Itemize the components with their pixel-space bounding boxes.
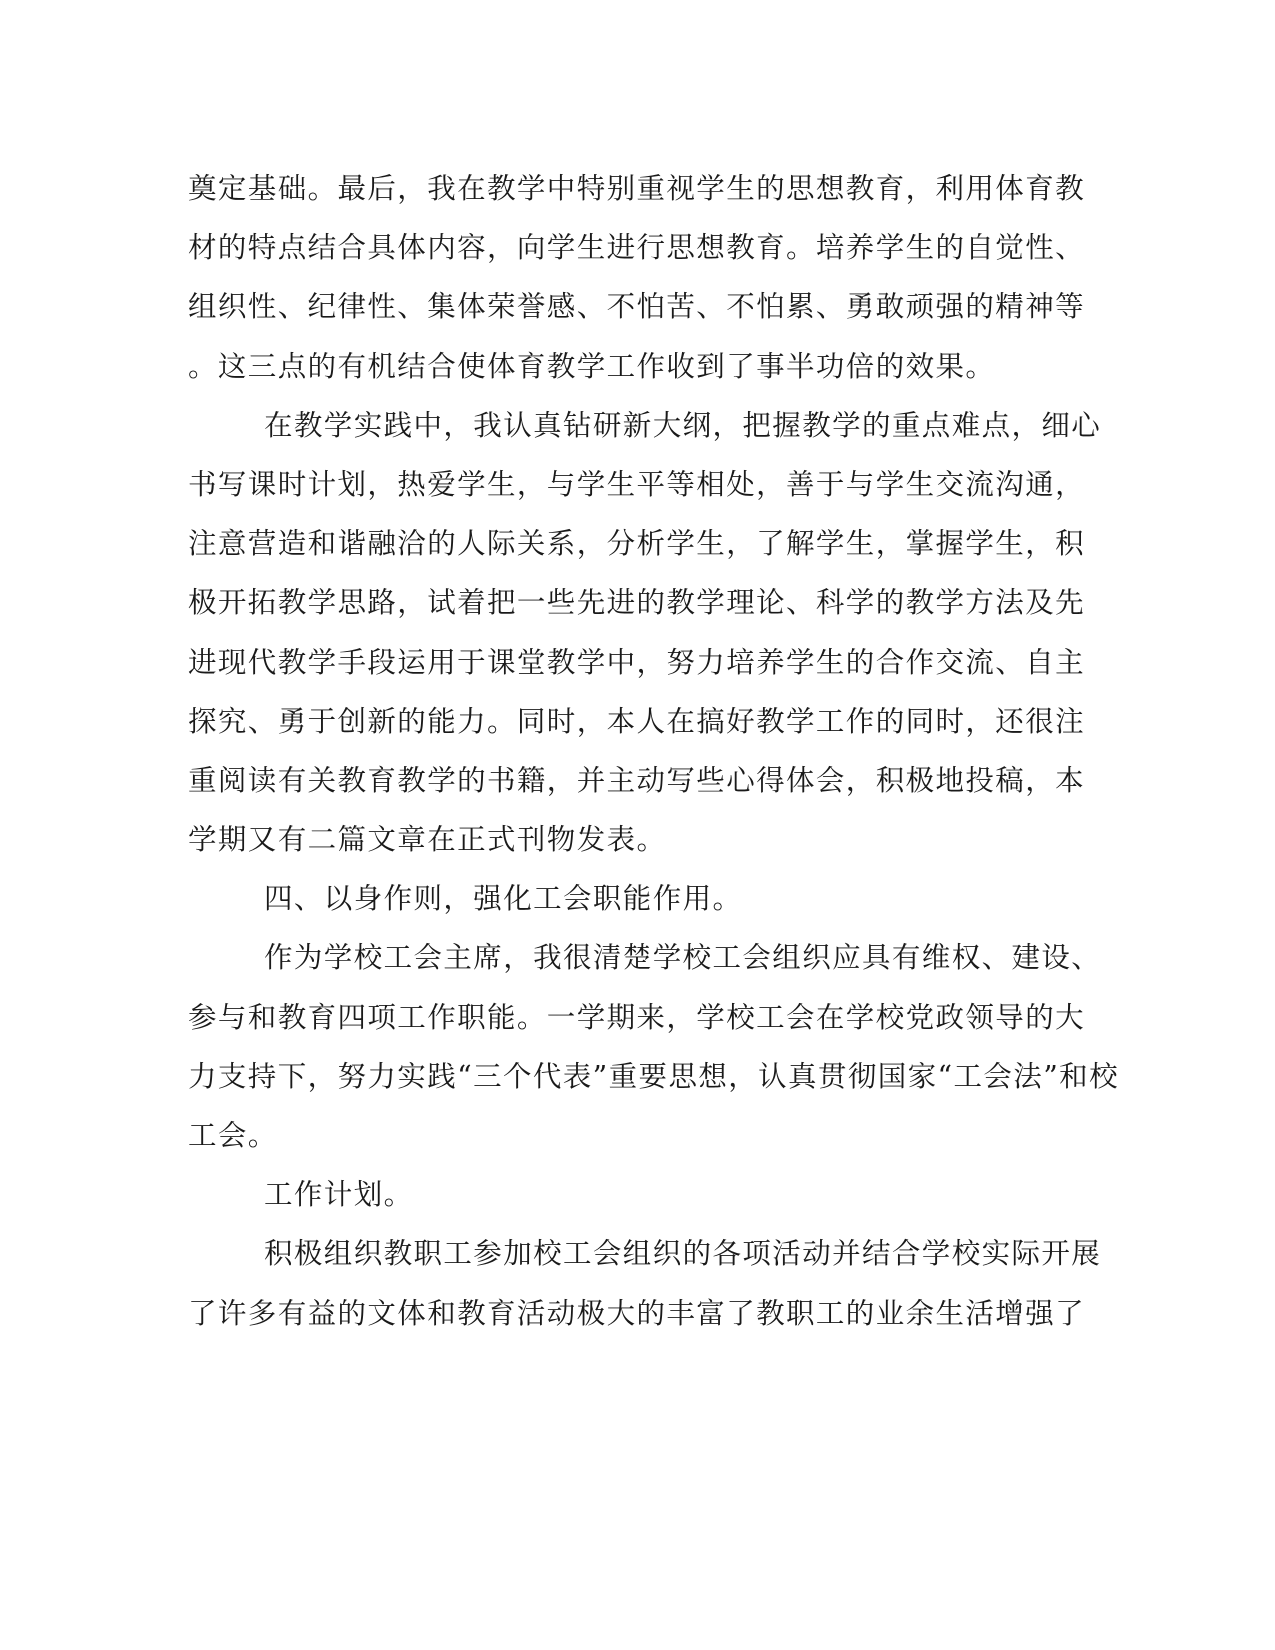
body-text [188, 159, 1119, 1343]
text-line: 组织性、纪律性、集体荣誉感、不怕苦、不怕累、勇敢顽强的精神等 [188, 290, 1086, 324]
text-line: 进现代教学手段运用于课堂教学中，努力培养学生的合作交流、自主 [188, 645, 1086, 679]
paragraph-first-line: 工作计划。 [264, 1178, 414, 1212]
text-line: 。这三点的有机结合使体育教学工作收到了事半功倍的效果。 [188, 349, 996, 383]
text-line: 了许多有益的文体和教育活动极大的丰富了教职工的业余生活增强了 [188, 1296, 1086, 1330]
text-line: 重阅读有关教育教学的书籍，并主动写些心得体会，积极地投稿，本 [188, 763, 1086, 797]
text-line: 材的特点结合具体内容，向学生进行思想教育。培养学生的自觉性、 [188, 231, 1086, 265]
text-line: 奠定基础。最后，我在教学中特别重视学生的思想教育，利用体育教 [188, 172, 1086, 205]
text-line: 探究、勇于创新的能力。同时，本人在搞好教学工作的同时，还很注 [188, 704, 1086, 738]
text-line: 参与和教育四项工作职能。一学期来，学校工会在学校党政领导的大 [188, 1000, 1086, 1034]
text-line: 学期又有二篇文章在正式刊物发表。 [188, 823, 667, 857]
text-line: 力支持下，努力实践“三个代表”重要思想，认真贯彻国家“工会法”和校 [188, 1059, 1119, 1093]
text-line: 工会。 [188, 1119, 278, 1152]
text-line: 注意营造和谐融洽的人际关系，分析学生，了解学生，掌握学生，积 [188, 527, 1086, 561]
paragraph-first-line: 在教学实践中，我认真钻研新大纲，把握教学的重点难点，细心 [264, 408, 1102, 442]
section-heading: 四、以身作则，强化工会职能作用。 [264, 882, 743, 916]
text-line: 极开拓教学思路，试着把一些先进的教学理论、科学的教学方法及先 [188, 586, 1086, 620]
paragraph-first-line: 积极组织教职工参加校工会组织的各项活动并结合学校实际开展 [264, 1237, 1102, 1271]
text-line: 书写课时计划，热爱学生，与学生平等相处，善于与学生交流沟通， [188, 467, 1086, 501]
paragraph-first-line: 作为学校工会主席，我很清楚学校工会组织应具有维权、建设、 [264, 941, 1102, 975]
